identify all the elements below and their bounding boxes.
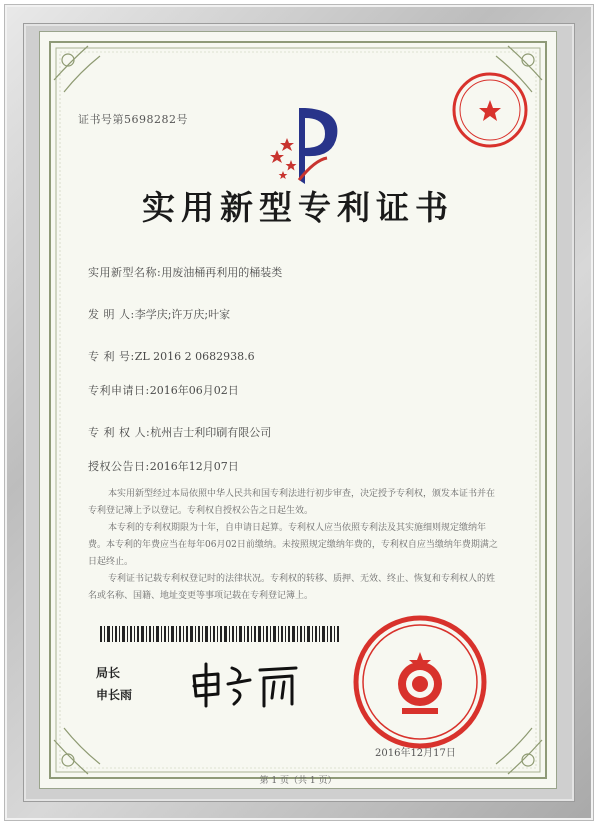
field-value: 李学庆;许万庆;叶家 xyxy=(134,308,231,321)
field-value: 杭州吉士利印刷有限公司 xyxy=(150,426,272,439)
field-label: 实用新型名称: xyxy=(88,266,162,279)
field-grant-date xyxy=(88,458,239,474)
field-label: 授权公告日: xyxy=(88,460,150,473)
field-filing-date xyxy=(88,382,239,398)
body-paragraph: 本专利的专利权期限为十年，自申请日起算。专利权人应当依照专利法及其实施细则规定缴纳年费。本专利的年费应当在每年06月02日前缴纳。未按照规定缴纳年费的，专利权自应当缴纳年费期满之日起终止。 xyxy=(88,523,498,567)
field-label: 专 利 权 人: xyxy=(88,426,151,439)
certificate-paper xyxy=(40,32,556,788)
signatory-name: 申长雨 xyxy=(96,688,133,702)
body-paragraph: 本实用新型经过本局依照中华人民共和国专利法进行初步审查，决定授予专利权，颁发本证书并在专利登记簿上予以登记。专利权自授权公告之日起生效。 xyxy=(88,489,496,516)
page-number: 第 1 页（共 1 页） xyxy=(259,776,337,786)
field-patent-holder xyxy=(88,424,271,440)
field-value: ZL 2016 2 0682938.6 xyxy=(134,350,255,363)
handwritten-signature xyxy=(188,654,308,714)
field-value: 2016年06月02日 xyxy=(149,384,239,397)
signatory-title: 局长 xyxy=(96,666,121,680)
certificate-body xyxy=(88,486,503,605)
field-label: 专利申请日: xyxy=(88,384,150,397)
cnipa-logo-icon xyxy=(265,98,345,188)
field-value: 用废油桶再利用的桶装类 xyxy=(161,266,283,279)
seal-date: 2016年12月17日 xyxy=(375,748,456,759)
field-value: 2016年12月07日 xyxy=(149,460,239,473)
patent-office-seal-small xyxy=(450,70,530,150)
field-label: 发 明 人: xyxy=(88,308,135,321)
barcode xyxy=(100,626,340,642)
certificate-title: 实用新型专利证书 xyxy=(142,188,454,227)
field-label: 专 利 号: xyxy=(88,350,135,363)
field-utility-model-name xyxy=(88,264,282,280)
body-paragraph: 专利证书记载专利权登记时的法律状况。专利权的转移、质押、无效、终止、恢复和专利权人的姓名或名称、国籍、地址变更等事项记载在专利登记簿上。 xyxy=(88,574,496,601)
certificate-number: 证书号第5698282号 xyxy=(78,113,188,126)
field-inventor xyxy=(88,306,230,322)
field-patent-number xyxy=(88,348,255,364)
official-seal xyxy=(350,612,490,752)
